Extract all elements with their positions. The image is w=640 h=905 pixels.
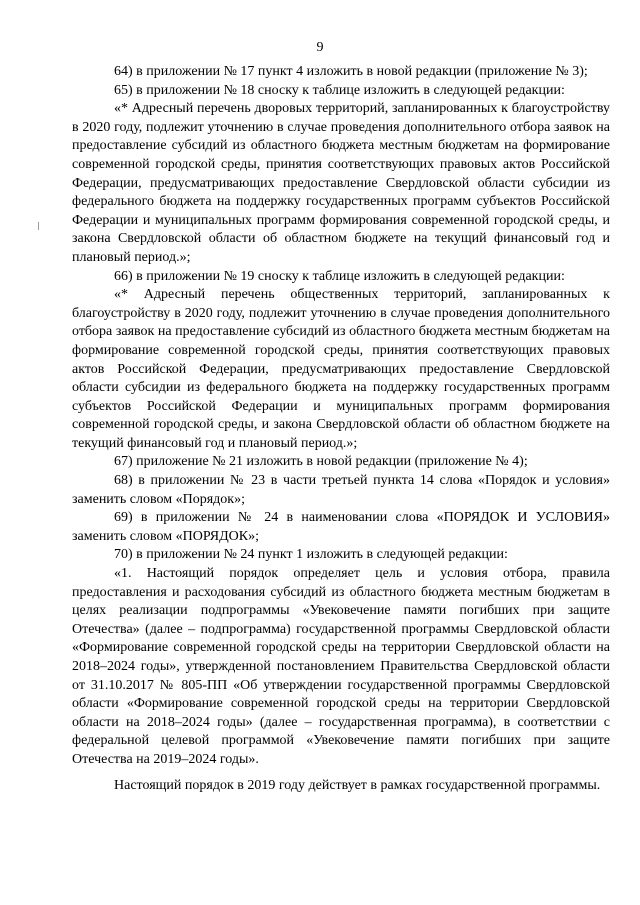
page-number: 9 xyxy=(316,40,324,55)
paragraph-item-69: 69) в приложении № 24 в наименовании слова «ПОРЯДОК И УСЛОВИЯ» заменить словом «ПОРЯДОК»; xyxy=(72,510,610,544)
paragraph-item-70: 70) в приложении № 24 пункт 1 изложить в следующей редакции: xyxy=(114,547,508,563)
clause-1-text: «1. Настоящий порядок определяет цель и условия отбора, правила предоставления и расходования субсидий из областного бюджета местным бюджетам в целях реализации подпрограммы «Увековечение памяти погибших при защите Отечества» (далее – подпрограмма) государственной программы Свердловской области «Формирование современной городской среды на территории Свердловской области на 2018–2024 годы», утвержденной постановлением Правительства Свердловской области от 31.10.2017 № 805-ПП «Об утверждении государственной программы Свердловской области «Формирование современной городской среды на территории Свердловской области на 2018–2024 годы» (далее – государственная программа), в соответствии с федеральной целевой программой «Увековечение памяти погибших при защите Отечества на 2019–2024 годы». xyxy=(72,566,610,767)
footnote-text-65: «* Адресный перечень дворовых территорий, запланированных к благоустройству в 2020 году, подлежит уточнению в случае проведения дополнительного отбора заявок на предоставление субсидий из областного бюджета местным бюджетам на формирование современной городской среды, принятия соответствующих правовых актов Российской Федерации, предусматривающих предоставление Свердловской области субсидии из федерального бюджета на поддержку государственных программ субъектов Российской Федерации и муниципальных программ формирования современной городской среды, и закона Свердловской области об областном бюджете на текущий финансовый год и плановый период.»; xyxy=(72,101,610,265)
paragraph-item-66: 66) в приложении № 19 сноску к таблице изложить в следующей редакции: xyxy=(114,268,565,284)
paragraph-item-64: 64) в приложении № 17 пункт 4 изложить в новой редакции (приложение № 3); xyxy=(114,64,588,79)
footnote-text-66: «* Адресный перечень общественных территорий, запланированных к благоустройству в 2020 году, подлежит уточнению в случае проведения дополнительного отбора заявок на предоставление субсидий из областного бюджета местным бюджетам на формирование современной городской среды, принятия соответствующих правовых актов Российской Федерации, предусматривающих предоставление Свердловской области субсидии из федерального бюджета на поддержку государственных программ субъектов Российской Федерации и муниципальных программ формирования современной городской среды, и закона Свердловской области об областном бюджете на текущий финансовый год и плановый период.»; xyxy=(72,287,610,451)
paragraph-item-68: 68) в приложении № 23 в части третьей пункта 14 слова «Порядок и условия» заменить словом «Порядок»; xyxy=(72,473,610,507)
closing-paragraph: Настоящий порядок в 2019 году действует в рамках государственной программы. xyxy=(114,777,601,793)
paragraph-item-67: 67) приложение № 21 изложить в новой редакции (приложение № 4); xyxy=(114,454,528,470)
paragraph-item-65: 65) в приложении № 18 сноску к таблице изложить в следующей редакции: xyxy=(114,82,565,98)
document-body xyxy=(72,63,610,795)
margin-mark xyxy=(38,222,39,230)
